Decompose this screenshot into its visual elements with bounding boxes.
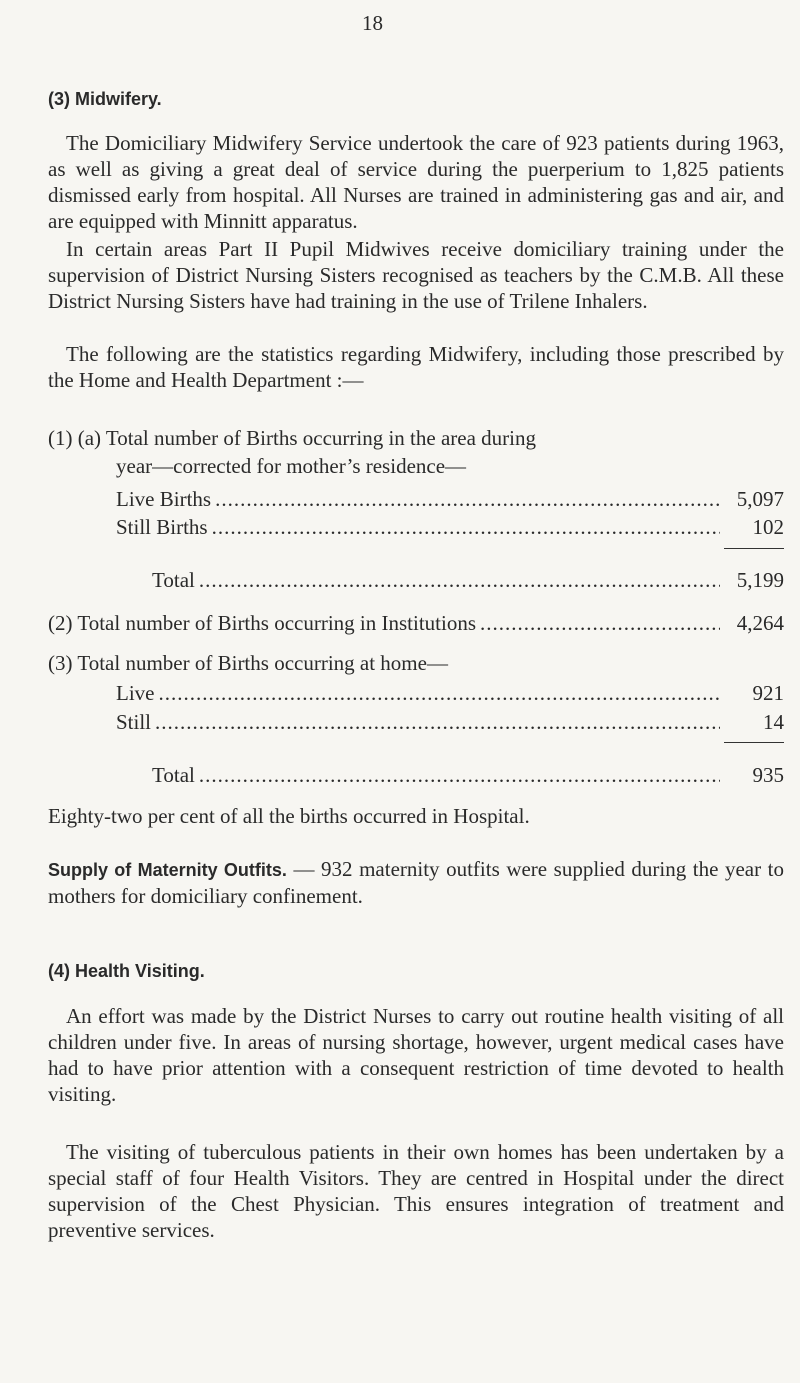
stat-value: 921 [752, 681, 784, 705]
stat-row-live-births [116, 486, 784, 512]
stat-label: Live [116, 681, 155, 705]
stat-label: Still Births [116, 515, 208, 539]
sum-rule [724, 742, 784, 743]
supply-text [48, 856, 784, 909]
section-3-paragraph-4 [48, 803, 784, 829]
section-4-heading: (4) Health Visiting. [48, 961, 205, 981]
paragraph-text: The Domiciliary Midwifery Service undertook the care of 923 patients during 1963, as well as giving a great deal of service during the puerperium to 1,825 patients dismissed early from hospital. All Nurses are trained in administering gas and air, and are equipped with Minnitt apparatus. [48, 131, 784, 233]
paragraph-text: The following are the statistics regarding Midwifery, including those prescribed by the Home and Health Department :— [48, 342, 784, 392]
stat-label: Total [152, 763, 195, 787]
stat-row-total-1 [152, 567, 784, 593]
dot-leader [199, 567, 720, 593]
paragraph-text: An effort was made by the District Nurses to carry out routine health visiting of all children under five. In areas of nursing shortage, however, urgent medical cases have had to have prior attention with a consequent restriction of time devoted to health visiting. [48, 1004, 784, 1106]
section-4-paragraph-1 [48, 1003, 784, 1107]
stat-item-1-line-1 [48, 425, 784, 451]
stat-label: Still [116, 710, 152, 734]
stat-value: 5,199 [736, 568, 784, 592]
stat-row-still-births [116, 514, 784, 540]
stat-item-3-text: (3) Total number of Births occurring at home— [48, 651, 448, 675]
supply-paragraph [48, 856, 784, 909]
stat-value: 14 [763, 710, 784, 734]
section-3-paragraph-1 [48, 130, 784, 234]
dot-leader [199, 762, 720, 788]
stat-label: Total [152, 568, 195, 592]
dot-leader [212, 514, 720, 540]
stat-row-live [116, 680, 784, 706]
page-number: 18 [362, 11, 383, 35]
supply-body: — 932 maternity outfits were supplied during the year to mothers for domiciliary confinement. [48, 857, 784, 908]
stat-row-total-2 [152, 762, 784, 788]
stat-value: 5,097 [736, 487, 784, 511]
section-3-heading: (3) Midwifery. [48, 89, 162, 109]
stat-item-3-line [48, 650, 784, 676]
sum-rule [724, 548, 784, 549]
stat-item-1-subtext: year—corrected for mother’s residence— [116, 454, 467, 478]
stat-item-1-line-2 [116, 453, 784, 479]
section-3-paragraph-2 [48, 236, 784, 314]
stat-label: (2) Total number of Births occurring in Institutions [48, 611, 476, 635]
paragraph-text: The visiting of tuberculous patients in their own homes has been undertaken by a special staff of four Health Visitors. They are centred in Hospital under the direct supervision of the Chest Physician. This ensures integration of treatment and preventive services. [48, 1140, 784, 1242]
stat-value: 102 [752, 515, 784, 539]
stat-item-1-text: (1) (a) Total number of Births occurring in the area during [48, 426, 536, 450]
dot-leader [215, 486, 720, 512]
paragraph-text: In certain areas Part II Pupil Midwives receive domiciliary training under the supervision of District Nursing Sisters recognised as teachers by the C.M.B. All these District Nursing Sisters have had training in the use of Trilene Inhalers. [48, 237, 784, 313]
paragraph-text: Eighty-two per cent of all the births occurred in Hospital. [48, 804, 530, 828]
stat-row-institutions [48, 610, 784, 636]
dot-leader [158, 680, 720, 706]
stat-value: 935 [752, 763, 784, 787]
section-3-paragraph-3 [48, 341, 784, 393]
stat-label: Live Births [116, 487, 212, 511]
dot-leader [155, 709, 720, 735]
supply-heading: Supply of Maternity Outfits. [48, 860, 287, 880]
stat-row-still [116, 709, 784, 735]
section-4-paragraph-2 [48, 1139, 784, 1243]
dot-leader [480, 610, 720, 636]
stat-value: 4,264 [736, 611, 784, 635]
